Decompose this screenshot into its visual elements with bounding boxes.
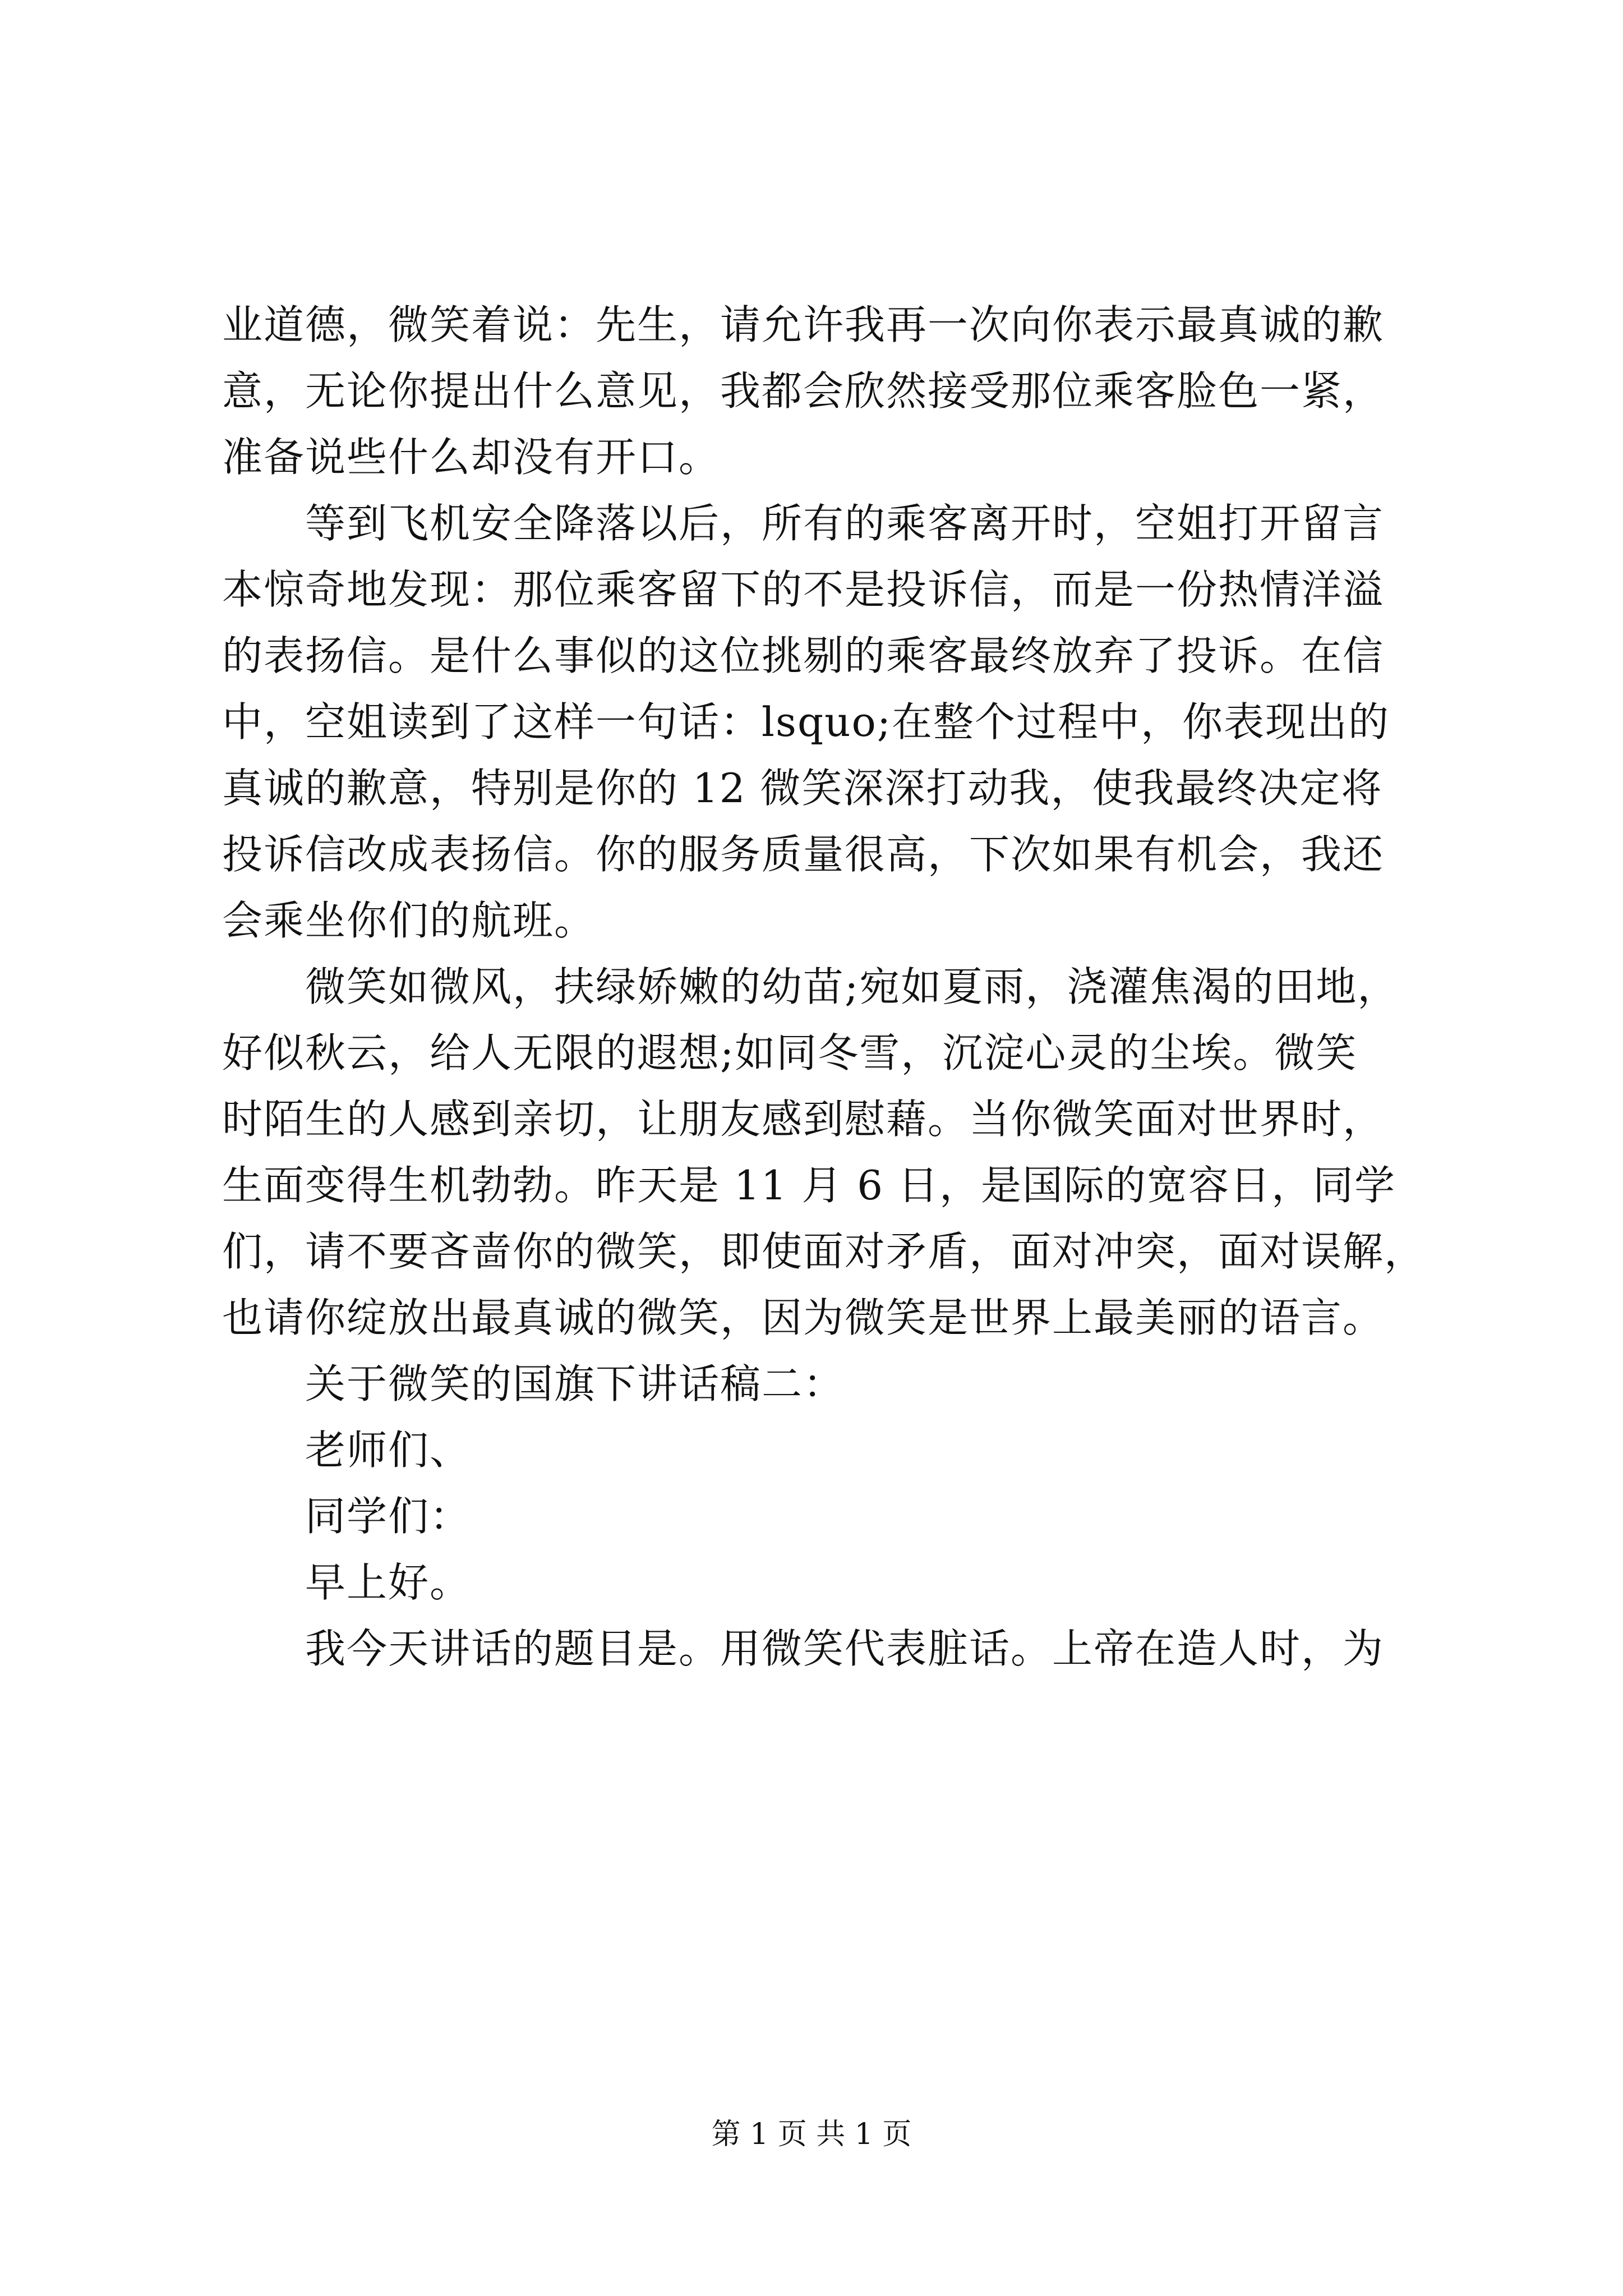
text-line: 准备说些什么却没有开口。: [222, 434, 721, 481]
text-line: 意，无论你提出什么意见，我都会欣然接受那位乘客脸色一紧，: [222, 367, 1385, 415]
salutation-line: 同学们：: [305, 1493, 472, 1540]
salutation-line: 老师们、: [305, 1427, 472, 1474]
text-line: 生面变得生机勃勃。昨天是 11 月 6 日，是国际的宽容日，同学: [222, 1162, 1396, 1209]
text-line: 时陌生的人感到亲切，让朋友感到慰藉。当你微笑面对世界时，: [222, 1096, 1385, 1143]
text-line: 真诚的歉意，特别是你的 12 微笑深深打动我，使我最终决定将: [222, 765, 1383, 812]
text-line: 的表扬信。是什么事似的这位挑剔的乘客最终放弃了投诉。在信: [222, 632, 1385, 679]
greeting-line: 早上好。: [305, 1559, 472, 1606]
text-line: 投诉信改成表扬信。你的服务质量很高，下次如果有机会，我还: [222, 831, 1385, 878]
text-line: 我今天讲话的题目是。用微笑代表脏话。上帝在造人时，为: [305, 1625, 1385, 1672]
text-line: 等到飞机安全降落以后，所有的乘客离开时，空姐打开留言: [305, 500, 1385, 547]
text-line: 也请你绽放出最真诚的微笑，因为微笑是世界上最美丽的语言。: [222, 1294, 1385, 1341]
text-line: 好似秋云，给人无限的遐想;如同冬雪，沉淀心灵的尘埃。微笑: [222, 1029, 1358, 1076]
text-line: 们，请不要吝啬你的微笑，即使面对矛盾，面对冲突，面对误解，: [222, 1228, 1426, 1275]
text-line: 微笑如微风，扶绿娇嫩的幼苗;宛如夏雨，浇灌焦渴的田地，: [305, 963, 1399, 1010]
text-line: 会乘坐你们的航班。: [222, 897, 596, 944]
page-footer: [0, 2115, 1623, 2154]
section-heading: 关于微笑的国旗下讲话稿二：: [305, 1360, 845, 1407]
document-body: [222, 292, 1426, 1682]
page-number-label: 第 1 页 共 1 页: [711, 2118, 912, 2151]
text-line: 业道德，微笑着说：先生，请允许我再一次向你表示最真诚的歉: [222, 301, 1385, 348]
text-line: 中，空姐读到了这样一句话：lsquo;在整个过程中，你表现出的: [222, 698, 1390, 746]
text-line: 本惊奇地发现：那位乘客留下的不是投诉信，而是一份热情洋溢: [222, 566, 1385, 613]
